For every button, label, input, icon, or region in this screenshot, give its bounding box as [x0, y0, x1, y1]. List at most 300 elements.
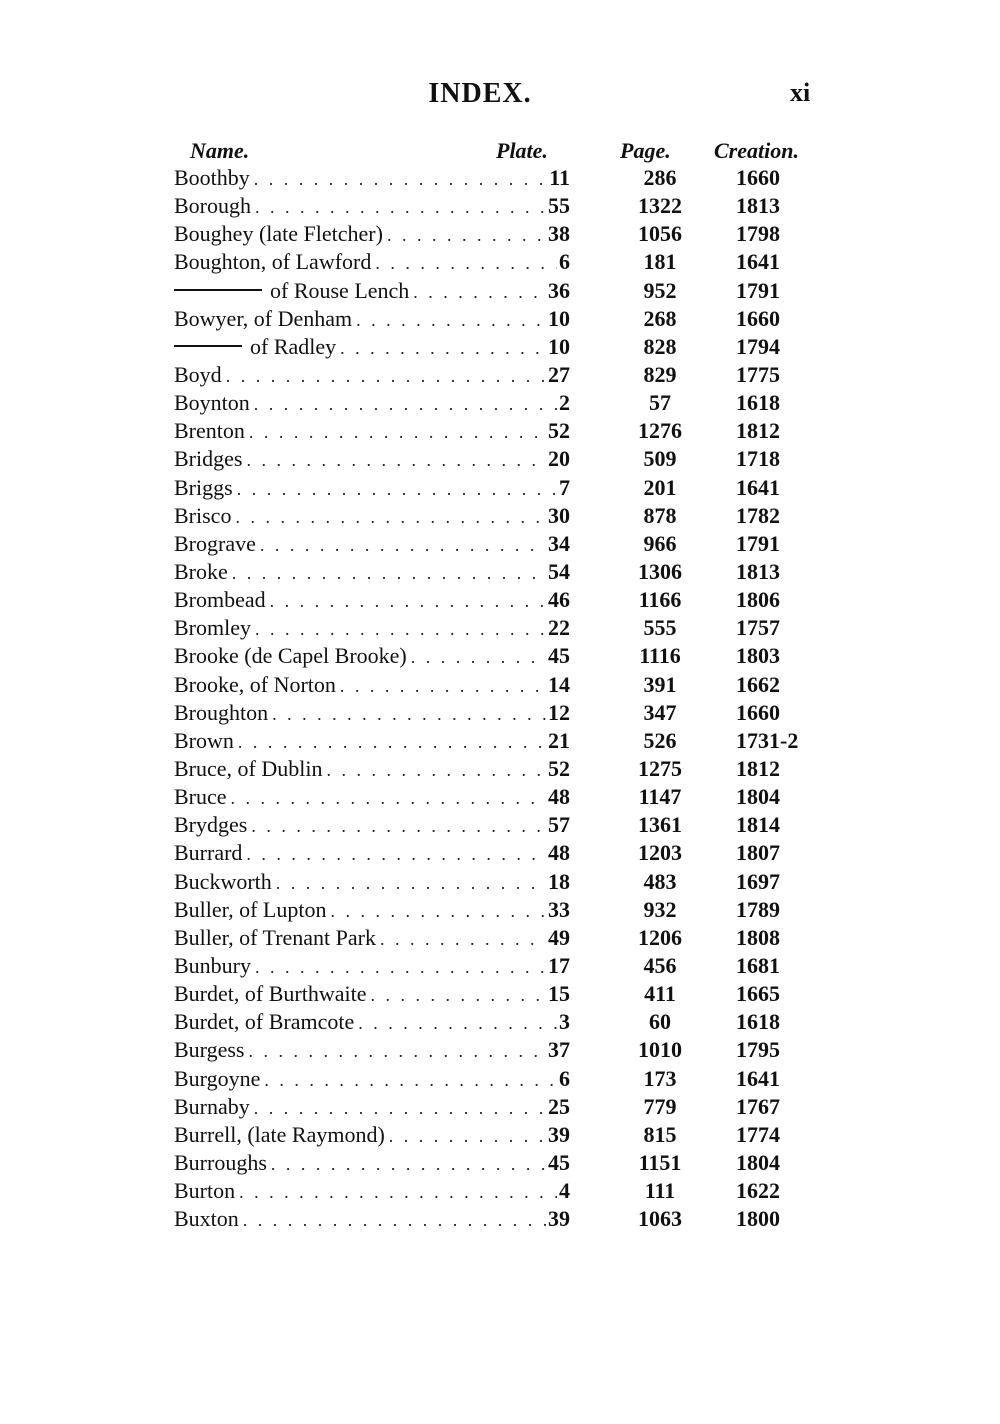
column-header-creation: Creation. [714, 138, 799, 163]
entry-page: 1116 [639, 643, 681, 669]
entry-name [174, 839, 246, 867]
index-entry [0, 727, 1000, 755]
entry-creation: 1814 [736, 812, 780, 838]
ditto-dash [174, 289, 262, 291]
dot-leader [375, 249, 557, 276]
entry-plate: 22 [548, 615, 570, 641]
entry-page: 966 [643, 530, 677, 556]
entry-name-text: Brooke (de Capel Brooke) [174, 643, 407, 669]
entry-creation: 1813 [736, 193, 780, 219]
index-entry [0, 389, 1000, 417]
entry-name [174, 248, 375, 276]
entry-leader [174, 220, 570, 248]
entry-name-text: Burgess [174, 1037, 245, 1063]
entry-creation: 1807 [736, 840, 780, 866]
entry-page: 1151 [638, 1149, 682, 1175]
entry-page: 779 [643, 1093, 677, 1119]
entry-plate: 14 [548, 671, 570, 697]
dot-leader [232, 559, 546, 586]
entry-creation: 1813 [736, 558, 780, 584]
entry-page: 411 [644, 981, 676, 1007]
index-entry [0, 445, 1000, 473]
dot-leader [260, 531, 546, 558]
entry-plate: 21 [548, 727, 570, 753]
dot-leader [370, 981, 546, 1008]
entry-leader [174, 1008, 570, 1036]
entry-plate: 34 [548, 530, 570, 556]
entry-creation: 1641 [736, 249, 780, 275]
entry-leader [174, 811, 570, 839]
entry-name [174, 333, 340, 361]
dot-leader [413, 278, 546, 305]
entry-name [174, 642, 411, 670]
entry-name [174, 1036, 249, 1064]
entry-name [174, 1205, 243, 1233]
entry-page: 815 [643, 1121, 677, 1147]
index-entry [0, 783, 1000, 811]
index-entry [0, 1093, 1000, 1121]
entry-leader [174, 924, 570, 952]
entry-name-text: Brisco [174, 502, 232, 528]
entry-plate: 48 [548, 840, 570, 866]
dot-leader [271, 1150, 546, 1177]
entry-creation: 1660 [736, 165, 780, 190]
index-entry [0, 924, 1000, 952]
dot-leader [387, 221, 546, 248]
entry-name-text: Boynton [174, 390, 250, 416]
entry-name [174, 389, 254, 417]
entry-name-text: Burgoyne [174, 1065, 261, 1091]
entry-name [174, 586, 270, 614]
entry-plate: 45 [548, 643, 570, 669]
dot-leader [411, 643, 546, 670]
dot-leader [358, 1009, 557, 1036]
entry-page: 286 [643, 165, 677, 190]
entry-name-text: Burroughs [174, 1149, 267, 1175]
entry-plate: 49 [548, 924, 570, 950]
entry-page: 1206 [638, 924, 682, 950]
dot-leader [340, 334, 546, 361]
entry-name-text: Burnaby [174, 1093, 250, 1119]
entry-name-text: Brydges [174, 812, 248, 838]
dot-leader [237, 475, 557, 502]
entry-page: 509 [643, 446, 677, 472]
entry-creation: 1618 [736, 1009, 780, 1035]
entry-name [174, 502, 235, 530]
entry-plate: 37 [548, 1037, 570, 1063]
entry-plate: 36 [548, 277, 570, 303]
dot-leader [272, 700, 546, 727]
index-entry [0, 1177, 1000, 1205]
dot-leader [246, 446, 546, 473]
dot-leader [276, 869, 546, 896]
index-entry [0, 642, 1000, 670]
entry-plate: 57 [548, 812, 570, 838]
index-entry [0, 755, 1000, 783]
index-entry [0, 1205, 1000, 1233]
entry-creation: 1775 [736, 361, 780, 387]
entry-leader [174, 642, 570, 670]
entry-plate: 4 [559, 1178, 570, 1204]
entry-plate: 2 [559, 390, 570, 416]
entry-creation: 1662 [736, 671, 780, 697]
dot-leader [254, 165, 547, 192]
entry-leader [174, 502, 570, 530]
entry-name [174, 192, 255, 220]
entry-creation: 1794 [736, 333, 780, 359]
entry-page: 111 [644, 1178, 676, 1204]
entry-page: 483 [643, 868, 677, 894]
column-header-page: Page. [620, 138, 671, 163]
entry-page: 555 [643, 615, 677, 641]
entry-creation: 1791 [736, 530, 780, 556]
index-entry [0, 305, 1000, 333]
dot-leader [239, 1178, 557, 1205]
entry-creation: 1681 [736, 952, 780, 978]
entry-leader [174, 474, 570, 502]
entry-name-text: Broke [174, 558, 228, 584]
entry-plate: 15 [548, 981, 570, 1007]
column-headers [0, 138, 1000, 164]
entry-name [174, 1065, 264, 1093]
index-entry [0, 1065, 1000, 1093]
entry-leader [174, 248, 570, 276]
entry-name-text: Broughton [174, 699, 269, 725]
entry-name [174, 1177, 239, 1205]
entry-plate: 48 [548, 784, 570, 810]
dot-leader [235, 503, 546, 530]
index-entry [0, 839, 1000, 867]
entry-leader [174, 1065, 570, 1093]
entry-plate: 52 [548, 755, 570, 781]
dot-leader [331, 897, 547, 924]
entry-name [174, 727, 238, 755]
entry-leader [174, 586, 570, 614]
dot-leader [231, 784, 546, 811]
entry-plate: 55 [548, 193, 570, 219]
entry-name-text: of Rouse Lench [270, 277, 410, 303]
index-entry [0, 1036, 1000, 1064]
dot-leader [249, 418, 546, 445]
entry-name [174, 1008, 358, 1036]
entry-name [174, 220, 387, 248]
index-entry [0, 220, 1000, 248]
dot-leader [238, 728, 546, 755]
entry-leader [174, 417, 570, 445]
index-entry [0, 699, 1000, 727]
entry-leader [174, 614, 570, 642]
entry-leader [174, 1093, 570, 1121]
entry-creation: 1804 [736, 1149, 780, 1175]
entry-creation: 1718 [736, 446, 780, 472]
entry-page: 1056 [638, 221, 682, 247]
entry-name-text: Bromley [174, 615, 251, 641]
dot-leader [326, 756, 546, 783]
entry-plate: 20 [548, 446, 570, 472]
entry-creation: 1812 [736, 418, 780, 444]
entry-name-text: Boughton, of Lawford [174, 249, 372, 275]
dot-leader [246, 840, 546, 867]
entry-creation: 1791 [736, 277, 780, 303]
dot-leader [255, 953, 546, 980]
index-entry [0, 952, 1000, 980]
entry-plate: 18 [548, 868, 570, 894]
entry-creation: 1804 [736, 784, 780, 810]
index-entry [0, 1008, 1000, 1036]
dot-leader [389, 1122, 546, 1149]
index-entry [0, 980, 1000, 1008]
entry-plate: 17 [548, 952, 570, 978]
entry-creation: 1622 [736, 1178, 780, 1204]
entry-creation: 1767 [736, 1093, 780, 1119]
entry-name [174, 980, 370, 1008]
index-entries [0, 164, 1000, 1233]
entry-name-text: Bridges [174, 446, 243, 472]
entry-plate: 38 [548, 221, 570, 247]
index-entry [0, 558, 1000, 586]
entry-leader [174, 896, 570, 924]
entry-leader [174, 1149, 570, 1177]
entry-plate: 12 [548, 699, 570, 725]
index-entry [0, 896, 1000, 924]
index-entry [0, 530, 1000, 558]
column-header-name: Name. [190, 138, 250, 163]
entry-creation: 1697 [736, 868, 780, 894]
entry-name [174, 417, 249, 445]
entry-plate: 39 [548, 1206, 570, 1232]
dot-leader [340, 672, 546, 699]
entry-creation: 1660 [736, 699, 780, 725]
entry-name-text: Borough [174, 193, 251, 219]
entry-page: 391 [643, 671, 677, 697]
entry-name-text: Boothby [174, 165, 250, 190]
entry-name [174, 305, 356, 333]
entry-plate: 54 [548, 558, 570, 584]
entry-plate: 7 [559, 474, 570, 500]
dot-leader [270, 587, 546, 614]
entry-name-text: Boughey (late Fletcher) [174, 221, 383, 247]
entry-leader [174, 671, 570, 699]
page-number: xi [790, 78, 811, 107]
entry-page: 1276 [638, 418, 682, 444]
entry-creation: 1798 [736, 221, 780, 247]
entry-name-text: Buller, of Trenant Park [174, 924, 376, 950]
column-header-plate: Plate. [496, 138, 548, 163]
entry-creation: 1800 [736, 1206, 780, 1232]
entry-leader [174, 727, 570, 755]
entry-name-text: Burdet, of Bramcote [174, 1009, 355, 1035]
entry-name-text: Burrell, (late Raymond) [174, 1121, 385, 1147]
entry-creation: 1808 [736, 924, 780, 950]
entry-page: 526 [643, 727, 677, 753]
ditto-dash [174, 345, 242, 347]
entry-plate: 10 [548, 305, 570, 331]
entry-page: 1275 [638, 755, 682, 781]
entry-plate: 25 [548, 1093, 570, 1119]
index-entry [0, 671, 1000, 699]
entry-page: 347 [643, 699, 677, 725]
entry-page: 932 [643, 896, 677, 922]
entry-name [174, 924, 380, 952]
entry-name [174, 952, 255, 980]
entry-name [174, 699, 272, 727]
entry-page: 1063 [638, 1206, 682, 1232]
entry-name [174, 614, 255, 642]
entry-name-text: Brooke, of Norton [174, 671, 336, 697]
entry-name-text: Burton [174, 1178, 236, 1204]
entry-plate: 6 [559, 1065, 570, 1091]
entry-page: 1322 [638, 193, 682, 219]
entry-leader [174, 361, 570, 389]
entry-plate: 52 [548, 418, 570, 444]
entry-leader [174, 277, 570, 305]
entry-plate: 27 [548, 361, 570, 387]
entry-name [174, 1149, 271, 1177]
index-entry [0, 164, 1000, 192]
index-entry [0, 811, 1000, 839]
dot-leader [254, 1094, 546, 1121]
entry-creation: 1641 [736, 1065, 780, 1091]
entry-name-text: of Radley [250, 333, 337, 359]
index-entry [0, 192, 1000, 220]
index-entry [0, 417, 1000, 445]
entry-leader [174, 305, 570, 333]
entry-creation: 1806 [736, 587, 780, 613]
dot-leader [356, 306, 546, 333]
entry-page: 1203 [638, 840, 682, 866]
entry-leader [174, 389, 570, 417]
entry-name [174, 164, 254, 192]
index-entry [0, 1121, 1000, 1149]
entry-name [174, 811, 251, 839]
entry-page: 1147 [638, 784, 682, 810]
entry-name-text: Brombead [174, 587, 266, 613]
index-entry [0, 277, 1000, 305]
entry-page: 1166 [638, 587, 682, 613]
entry-plate: 39 [548, 1121, 570, 1147]
entry-name [174, 783, 231, 811]
entry-name-text: Buckworth [174, 868, 272, 894]
dot-leader [380, 925, 546, 952]
entry-page: 1010 [638, 1037, 682, 1063]
entry-page: 952 [643, 277, 677, 303]
entry-page: 456 [643, 952, 677, 978]
entry-name [174, 530, 260, 558]
entry-leader [174, 1121, 570, 1149]
dot-leader [251, 812, 546, 839]
entry-name [174, 1121, 389, 1149]
entry-leader [174, 1036, 570, 1064]
entry-creation: 1795 [736, 1037, 780, 1063]
entry-leader [174, 445, 570, 473]
entry-name [174, 671, 340, 699]
entry-name [174, 896, 331, 924]
entry-name-text: Burdet, of Burthwaite [174, 981, 367, 1007]
entry-name-text: Bruce [174, 784, 227, 810]
entry-name [174, 1093, 254, 1121]
entry-leader [174, 1177, 570, 1205]
page-title: INDEX. [428, 78, 532, 109]
index-entry [0, 502, 1000, 530]
entry-creation: 1803 [736, 643, 780, 669]
entry-name-text: Brenton [174, 418, 245, 444]
entry-plate: 45 [548, 1149, 570, 1175]
entry-creation: 1782 [736, 502, 780, 528]
entry-leader [174, 1205, 570, 1233]
entry-creation: 1812 [736, 755, 780, 781]
entry-leader [174, 952, 570, 980]
entry-name-text: Buller, of Lupton [174, 896, 327, 922]
entry-page: 1361 [638, 812, 682, 838]
entry-plate: 3 [559, 1009, 570, 1035]
entry-leader [174, 839, 570, 867]
entry-leader [174, 530, 570, 558]
dot-leader [243, 1206, 546, 1233]
entry-leader [174, 755, 570, 783]
index-entry [0, 248, 1000, 276]
entry-creation: 1618 [736, 390, 780, 416]
entry-page: 829 [643, 361, 677, 387]
entry-name-text: Bowyer, of Denham [174, 305, 353, 331]
entry-name [174, 277, 413, 305]
entry-creation: 1665 [736, 981, 780, 1007]
entry-leader [174, 192, 570, 220]
entry-page: 181 [643, 249, 677, 275]
dot-leader [255, 193, 546, 220]
entry-name-text: Burrard [174, 840, 243, 866]
entry-name-text: Briggs [174, 474, 233, 500]
dot-leader [249, 1037, 547, 1064]
index-entry [0, 1149, 1000, 1177]
entry-creation: 1757 [736, 615, 780, 641]
entry-page: 57 [649, 390, 671, 416]
entry-page: 1306 [638, 558, 682, 584]
dot-leader [264, 1066, 557, 1093]
entry-leader [174, 980, 570, 1008]
entry-plate: 11 [549, 165, 570, 190]
index-entry [0, 614, 1000, 642]
entry-leader [174, 164, 570, 192]
entry-plate: 10 [548, 333, 570, 359]
entry-plate: 46 [548, 587, 570, 613]
entry-page: 828 [643, 333, 677, 359]
entry-creation: 1660 [736, 305, 780, 331]
index-entry [0, 868, 1000, 896]
entry-plate: 6 [559, 249, 570, 275]
index-entry [0, 474, 1000, 502]
entry-page: 878 [643, 502, 677, 528]
entry-page: 268 [643, 305, 677, 331]
entry-name-text: Bruce, of Dublin [174, 755, 323, 781]
entry-plate: 33 [548, 896, 570, 922]
entry-name-text: Buxton [174, 1206, 239, 1232]
entry-plate: 30 [548, 502, 570, 528]
dot-leader [255, 615, 546, 642]
entry-name [174, 558, 232, 586]
entry-page: 173 [643, 1065, 677, 1091]
entry-name-text: Boyd [174, 361, 222, 387]
index-entry [0, 333, 1000, 361]
entry-leader [174, 783, 570, 811]
entry-leader [174, 868, 570, 896]
dot-leader [254, 390, 557, 417]
entry-name-text: Brown [174, 727, 234, 753]
entry-name [174, 445, 246, 473]
entry-name-text: Brograve [174, 530, 256, 556]
entry-creation: 1789 [736, 896, 780, 922]
entry-leader [174, 333, 570, 361]
entry-name [174, 474, 237, 502]
